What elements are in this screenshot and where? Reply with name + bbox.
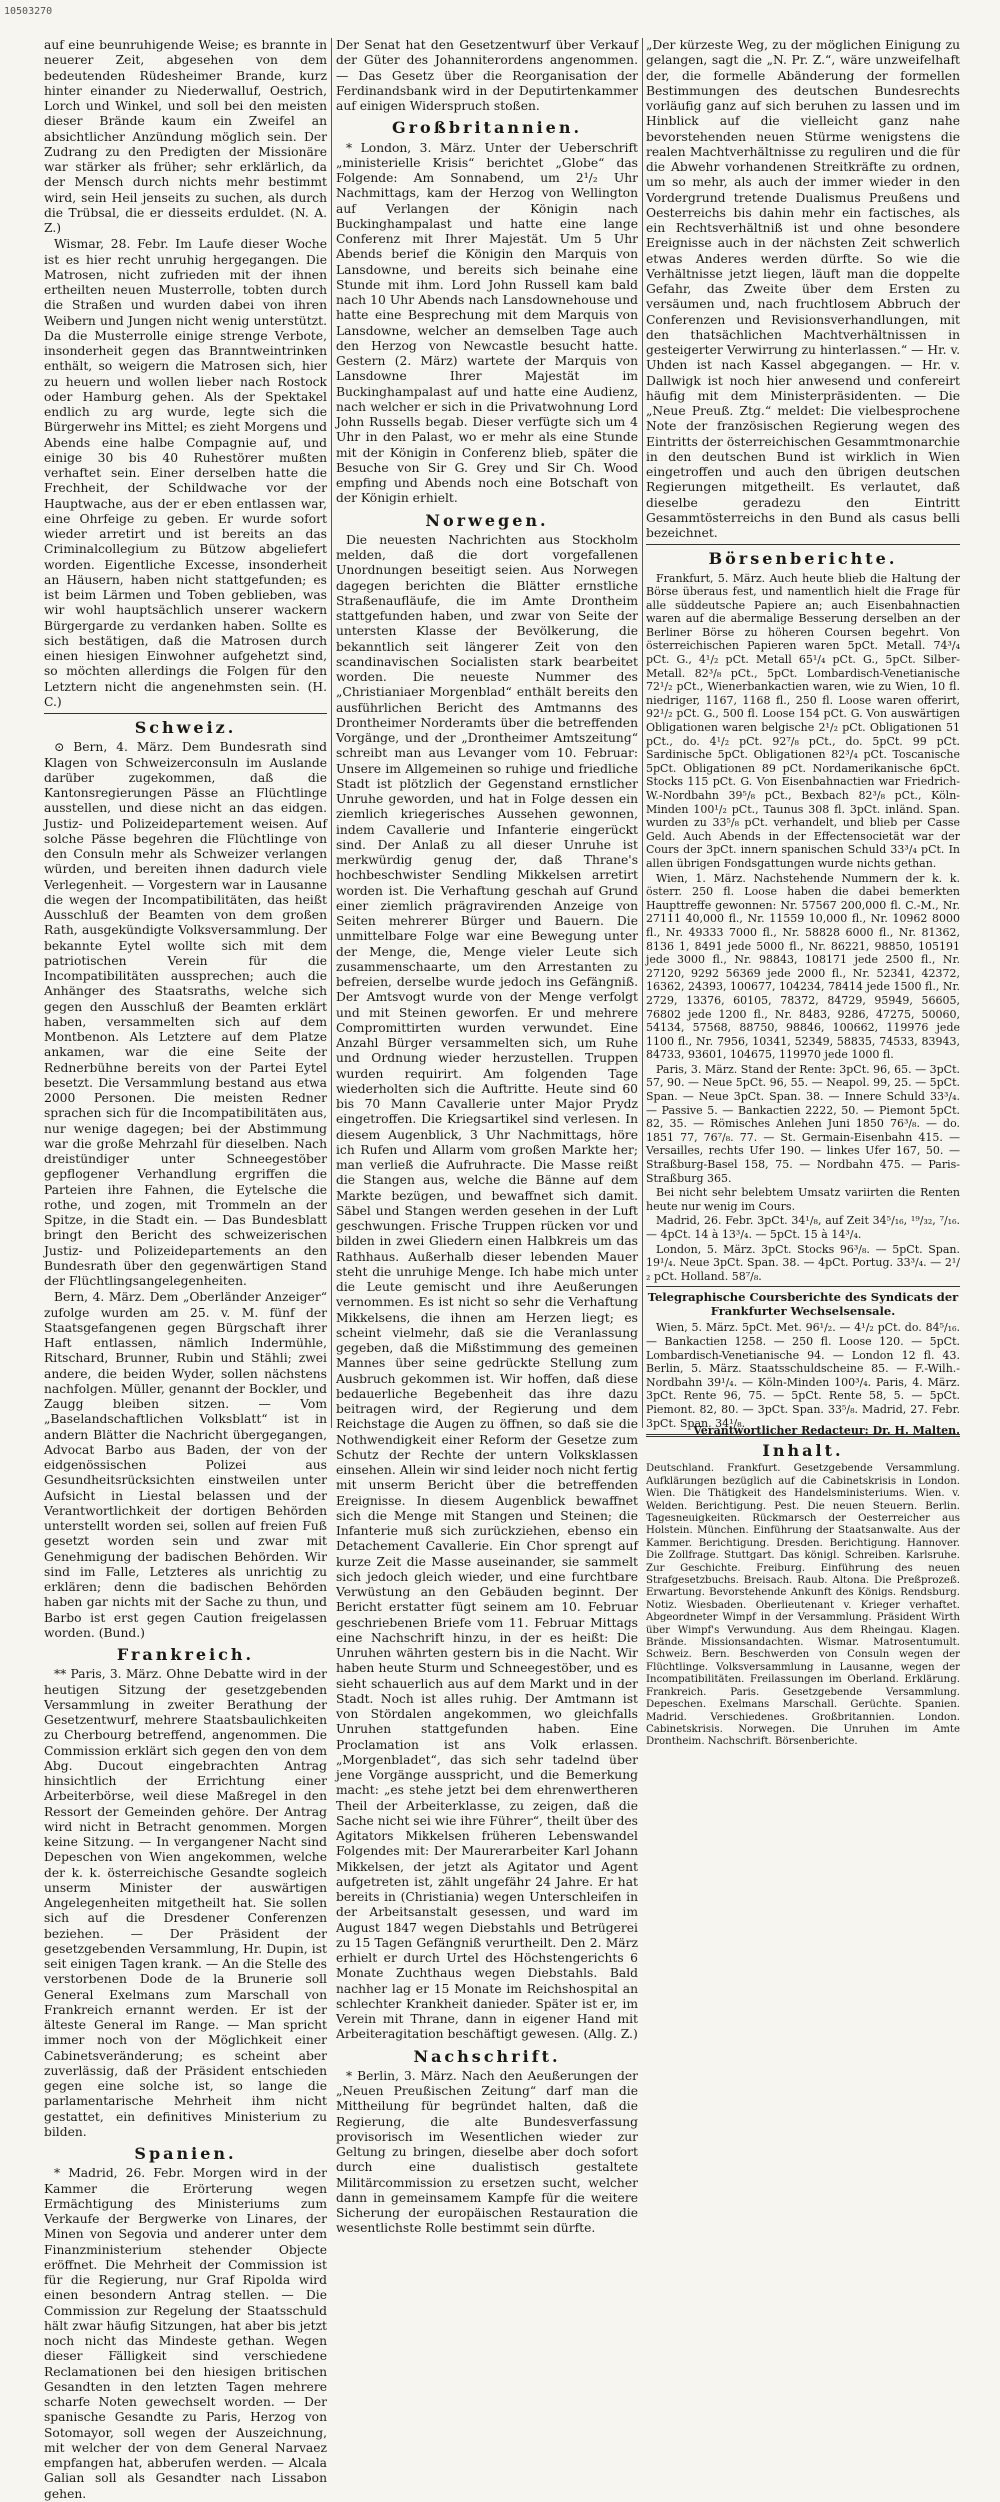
section-heading-nachschrift: Nachschrift. [413, 2046, 561, 2066]
page-id: 10503270 [4, 6, 53, 17]
article-text: Der Senat hat den Gesetzentwurf über Verkauf der Güter des Johanniterordens angenommen. — Das Gesetz über die Reorganisation der Ferdinandsbank wird in der Deputirtenkammer auf einigen Widerspruch stoßen. [336, 38, 638, 113]
section-heading-spanien: Spanien. [134, 2144, 237, 2163]
column-2 [336, 38, 638, 2236]
divider [646, 1286, 960, 1287]
article-madrid: * Madrid, 26. Febr. Morgen wird in der Kammer die Erörterung wegen Ermächtigung des Ministeriums zum Verkaufe der Bergwerke von Linares, der Minen von Segovia und anderer unter dem Finanzministerium stehender Objecte eröffnet. Die Mehrheit der Commission ist für die Regierung, nur Graf Ripolda wird einen besondern Antrag stellen. — Die Commission zur Regelung der Staatsschuld hält zwar häufig Sitzungen, hat aber bis jetzt noch nicht das Mindeste gethan. Wegen dieser Fälligkeit sind verschiedene Reclamationen bei den hiesigen britischen Gesandten in den letzten Tagen mehrere scharfe Noten gewechselt worden. — Der spanische Gesandte zu Paris, Herzog von Sotomayor, soll wegen der Auszeichnung, mit welcher der von dem General Narvaez empfangen hat, abberufen werden. — Alcala Galian soll als Gesandter nach Lissabon gehen. [44, 2166, 327, 2501]
article-bern-1: ⊙ Bern, 4. März. Dem Bundesrath sind Klagen von Schweizerconsuln im Auslande darüber zugekommen, daß die Kantonsregierungen Pässe an Flüchtlinge ausstellen, und diese nicht an das eidgen. Justiz- und Polizeidepartement weisen. Auf solche Pässe begehren die Flüchtlinge von den Consuln mehr als Schweizer verlangen würden, und bereiten ihnen dadurch viele Verlegenheit. — Vorgestern war in Lausanne die wegen der Incompatibilitäten, das heißt Ausschluß der Beamten von dem großen Rath, ausgekündigte Volksversammlung. Der bekannte Eytel wollte sich mit dem patriotischen Verein für die Incompatibilitäten aussprechen; auch die Anhänger des Staatsraths, welche sich gegen den Ausschluß der Beamten erklärt haben, versammelten sich auf dem Montbenon. Als Letztere auf dem Platze ankamen, war die eine Seite der Rednerbühne bereits von der Partei Eytel besetzt. Die Versammlung bestand aus etwa 2000 Personen. Die meisten Redner sprachen sich für die Incompatibilitäten aus, nur wenige dagegen; bei der Abstimmung war die große Mehrzahl für dieselben. Nach dreistündiger unter Schneegestöber gepflogener Verhandlung ergriffen die Parteien ihre Fahnen, die Eytelsche die rothe, und zogen, mit Trommeln an der Spitze, in die Stadt ein. — Das Bundesblatt bringt den Bericht des schweizerischen Justiz- und Polizeidepartements an den Bundesrath über den gegenwärtigen Stand der Flüchtlingsangelegenheiten. [44, 740, 327, 1288]
divider [646, 544, 960, 545]
article-text: „Der kürzeste Weg, zu der möglichen Einigung zu gelangen, sagt die „N. Pr. Z.“, wäre unzweifelhaft der, die formelle Abänderung der formellen Bestimmungen des deutschen Bundesrechts vorläufig ganz auf sich beruhen zu lassen und im Hinblick auf die vielleicht ganz nahe bevorstehenden neuen Stürme wenigstens die realen Machtverhältnisse zu reguliren und die für die Abwehr vorhandenen Streitkräfte zu ordnen, um so mehr, als auch der immer wieder in den Vordergrund tretende Dualismus Preußens und Oesterreichs bis dahin mehr ein factisches, als ein Rechtsverhältniß ist und ohne besondere Ereignisse auch in der nächsten Zeit schwerlich etwas Anderes werden dürfte. So wie die Verhältnisse jetzt liegen, läuft man die doppelte Gefahr, das Zweite über dem Ersten zu versäumen und, nach fruchtlosem Abbruch der Conferenzen und Revisionsverhandlungen, mit den thatsächlichen Machtverhältnissen in gesteigerter Verwirrung zu hinterlassen.“ — Hr. v. Uhden ist nach Kassel abgegangen. — Hr. v. Dallwigk ist noch hier anwesend und confereirt häufig mit dem Ministerpräsidenten. — Die „Neue Preuß. Ztg.“ meldet: Die vielbesprochene Note der französischen Regierung wegen des Eintritts der österreichischen Gesammtmonarchie in den deutschen Bund ist wirklich in Wien eingetroffen und auch den übrigen deutschen Regierungen mitgetheilt. Es verlautet, daß dieselbe geradezu den Eintritt Gesammtösterreichs in den Bund als casus belli bezeichnet. [646, 38, 960, 540]
section-heading-grossbritannien: Großbritannien. [391, 118, 583, 138]
editor-credit: Verantwortlicher Redacteur: Dr. H. Malten. [693, 1424, 960, 1437]
section-heading-frankreich: Frankreich. [116, 1645, 255, 1664]
section-heading-norwegen: Norwegen. [425, 510, 549, 530]
table-of-contents: Deutschland. Frankfurt. Gesetzgebende Versammlung. Aufklärungen bezüglich auf die Cabinetskrisis in London. Wien. Die Thätigkeit des Handelsministeriums. Wien. v. Welden. Berichtigung. Pest. Die neuen Steuern. Berlin. Tagesneuigkeiten. Rückmarsch der Oesterreicher aus Holstein. München. Einführung der Staatsanwalte. Aus der Kammer. Berichtigung. Dresden. Berichtigung. Hannover. Die Zollfrage. Stuttgart. Das königl. Schreiben. Karlsruhe. Zur Geschichte. Freiburg. Einführung des neuen Strafgesetzbuchs. Breisach. Raub. Altona. Die Preßprozeß. Erwartung. Bevorstehende Ankunft des Königs. Rendsburg. Notiz. Wiesbaden. Oberlieutenant v. Krieger verhaftet. Abgeordneter Wimpf in der Versammlung. Präsident Wirth über Wimpf's Verwundung. Aus dem Rheingau. Klagen. Brände. Missionsandachten. Wismar. Matrosentumult. Schweiz. Bern. Beschwerden von Consuln wegen der Flüchtlinge. Volksversammlung in Lausanne, wegen der Incompatibilitäten. Freilassungen im Oberland. Erklärung. Frankreich. Paris. Gesetzgebende Versammlung. Depeschen. Exelmans Marschall. Gerüchte. Spanien. Madrid. Verschiedenes. Großbritannien. London. Cabinetskrisis. Norwegen. Die Unruhen im Amte Drontheim. Nachschrift. Börsenberichte. [646, 1463, 960, 1748]
article-berlin: * Berlin, 3. März. Nach den Aeußerungen der „Neuen Preußischen Zeitung“ darf man die Mittheilung für begründet halten, daß die Regierung, die alte Bundesverfassung provisorisch im Wesentlichen wieder zur Geltung zu bringen, dieselbe aber doch sofort durch eine dualistisch gestaltete Militärcommission zu ersetzen sucht, welcher dann in gemeinsamem Kampfe für die weitere Sicherung der europäischen Restauration die wesentlichste Rolle bestimmt sein dürfte. [336, 2068, 638, 2236]
article-london: * London, 3. März. Unter der Ueberschrift „ministerielle Krisis“ berichtet „Globe“ das Folgende: Am Sonnabend, um 2¹/₂ Uhr Nachmittags, kam der Herzog von Wellington auf Verlangen der Königin nach Buckinghampalast und hatte eine lange Conferenz mit Ihrer Majestät. Um 5 Uhr Abends berief die Königin den Marquis von Lansdowne, und bereits sich beinahe eine Stunde mit ihm. Lord John Russell kam bald nach 10 Uhr Abends nach Lansdownehouse und hatte eine Besprechung mit dem Marquis von Lansdowne, welcher an demselben Tage auch den Herzog von Newcastle besucht hatte. Gestern (2. März) wartete der Marquis von Lansdowne Ihrer Majestät im Buckinghampalast auf und hatte eine Audienz, nach welcher er sich in die Privatwohnung Lord John Russells begab. Dieser verfügte sich um 4 Uhr in den Palast, wo er mehr als eine Stunde mit der Königin in Conferenz blieb, später die Besuche von Sir G. Grey und Sir Ch. Wood empfing und Abends noch eine Botschaft von der Königin erhielt. [336, 140, 638, 506]
article-bern-2: Bern, 4. März. Dem „Oberländer Anzeiger“ zufolge wurden am 25. v. M. fünf der Staatsgefangenen gegen Bürgschaft ihrer Haft entlassen, nämlich Indermühle, Ritschard, Brunner, Rubin und Stähli; zwei andere, die beiden Wyder, sollen nächstens nachfolgen. Müller, genannt der Bockler, und Zaugg bleiben sitzen. — Vom „Baselandschaftlichen Volksblatt“ ist in andern Blätter die Nachricht übergegangen, Advocat Barbo aus Baden, der von der eidgenössischen Polizei aus Gesundheitsrücksichten einstweilen unter Aufsicht in Liestal belassen und der Verantwortlichkeit der dortigen Behörden unterstellt worden sei, sollen auf freien Fuß gesetzt worden sein und zwar mit Genehmigung der badischen Behörden. Wir sind im Falle, Letzteres als unrichtig zu erklären; denn die badischen Behörden haben gar nichts mit der Sache zu thun, und Barbo ist erst gegen Caution freigelassen worden. (Bund.) [44, 1290, 327, 1640]
article-wismar: Wismar, 28. Febr. Im Laufe dieser Woche ist es hier recht unruhig hergegangen. Die Matrosen, nicht zufrieden mit der ihnen ertheilten neuen Musterrolle, tobten durch die Straßen und wurden dabei von ihren Weibern und Jungen nicht wenig unterstützt. Da die Musterrolle einige strenge Verbote, insonderheit gegen das Branntweintrinken enthält, so weigern die Matrosen sich, hier zu heuern und wollen lieber nach Rostock oder Hamburg gehen. Als der Spektakel endlich zu arg wurde, legte sich die Bürgerwehr ins Mittel; es zieht Morgens und Abends eine halbe Compagnie auf, und einige 30 bis 40 Ruhestörer mußten verhaftet sein. Einer derselben hatte die Frechheit, der Schildwache vor der Hauptwache, aus der er eben entlassen war, eine Ohrfeige zu geben. Er wurde sofort wieder arretirt und ist bereits an das Criminalcollegium zu Bützow abgeliefert worden. Eigentliche Excesse, insonderheit an Häusern, haben nicht stattgefunden; es ist beim Lärmen und Toben geblieben, was wir wohl hauptsächlich unserer wackern Bürgergarde zu verdanken haben. Sollte es sich bestätigen, daß die Matrosen durch einen hiesigen Einwohner aufgehetzt sind, so möchten allerdings die Folgen für den Letztern nicht die angenehmsten sein. (H. C.) [44, 237, 327, 709]
article-text: auf eine beunruhigende Weise; es brannte in neuerer Zeit, abgesehen von dem bedeutenden Rüdesheimer Brande, kurz hinter einander zu Niederwalluf, Oestrich, Lorch und Winkel, und soll bei den meisten dieser Brände kaum ein Zweifel an absichtlicher Anzündung möglich sein. Der Zudrang zu den Predigten der Missionäre war stärker als früher; sehr erklärlich, da der Mensch durch nichts mehr bestimmt wird, sein Heil jenseits zu suchen, als durch die Trübsal, die er diesseits erduldet. (N. A. Z.) [44, 38, 327, 235]
section-heading-schweiz: Schweiz. [134, 718, 237, 737]
article-paris: ** Paris, 3. März. Ohne Debatte wird in der heutigen Sitzung der gesetzgebenden Versammlung in zweiter Berathung der Gesetzentwurf, mehrere Staatsbaulichkeiten zu Cherbourg betreffend, angenommen. Die Commission erklärt sich gegen den von dem Abg. Ducout eingebrachten Antrag hinsichtlich der Errichtung einer Arbeiterbörse, weil diese Maßregel in den Ressort der Gemeinden gehöre. Der Antrag wird nicht in Betracht genommen. Morgen keine Sitzung. — In vergangener Nacht sind Depeschen von Wien angekommen, welche der k. k. österreichische Gesandte sogleich unserm Minister der auswärtigen Angelegenheiten mitgetheilt hat. Sie sollen sich auf die Dresdener Conferenzen beziehen. — Der Präsident der gesetzgebenden Versammlung, Hr. Dupin, ist seit einigen Tagen krank. — An die Stelle des verstorbenen Dode de la Brunerie soll General Exelmans zum Marschall von Frankreich ernannt werden. Er ist der älteste General im Range. — Man spricht immer noch von der Möglichkeit einer Cabinetsveränderung; es scheint aber zuverlässig, daß der Präsident entschieden gegen eine solche ist, so lange die parlamentarische Mehrheit ihm nicht gestattet, ein definitives Ministerium zu bilden. [44, 1667, 327, 2139]
article-norwegen: Die neuesten Nachrichten aus Stockholm melden, daß die dort vorgefallenen Unordnungen beseitigt seien. Aus Norwegen dagegen berichten die Blätter ernstliche Straßenaufläufe, die im Amte Drontheim stattgefunden haben, und zwar von Seite der untersten Klasse der Bevölkerung, die bekanntlich seit längerer Zeit von den scandinavischen Socialisten stark bearbeitet worden. Die neueste Nummer des „Christianiaer Morgenblad“ enthält bereits den ausführlichen Bericht des Amtmanns des Drontheimer Norderamts über die betreffenden Vorgänge, und der „Drontheimer Amtszeitung“ schreibt man aus Levanger vom 10. Februar: Unsere im Allgemeinen so ruhige und friedliche Stadt ist plötzlich der Gegenstand ernstlicher Unruhe geworden, und hat in Folge dessen ein ziemlich kriegerisches Aussehen gewonnen, indem Cavallerie und Infanterie eingerückt sind. Der Anlaß zu all dieser Unruhe ist merkwürdig genug der, daß Thrane's hochbeschwister Sendling Mikkelsen arretirt worden ist. Die Verhaftung geschah auf Grund einer ziemlich prägravirenden Anzeige von Seiten mehrerer Bürger und Bauern. Die unmittelbare Folge war eine Bewegung unter der Menge, die, Menge vieler Leute sich zusammenschaarte, um den Arrestanten zu befreien, derselbe wurde jedoch ins Gefängniß. Der Amtsvogt wurde von der Menge verfolgt und mit Steinen geworfen. Er und mehrere Compromittirten wurden verwundet. Eine Anzahl Bürger versammelten sich, um Ruhe und Ordnung wieder herzustellen. Truppen wurden requirirt. Am folgenden Tage wiederholten sich die Auftritte. Heute sind 60 bis 70 Mann Cavallerie unter Major Prydz eingetroffen. Die Kriegsartikel sind verlesen. In diesem Augenblick, 3 Uhr Nachmittags, höre ich Rufen und Allarm vom großen Markte her; man verließ die Aufruhracte. Die Masse reißt die Stangen aus, welche die Bänne auf dem Markte bezügen, und bewaffnet sich damit. Säbel und Stangen werden gesehen in der Luft geschwungen. Frische Truppen rücken vor und bilden in zwei Gliedern einen Halbkreis um das Rathhaus. Außerhalb dieser lebenden Mauer steht die unruhige Menge. Ich habe mich unter die Leute gemischt und ihre Aeußerungen vernommen. Es ist nicht so sehr die Verhaftung Mikkelsens, die ihnen am Herzen liegt; es scheint vielmehr, daß sie die Veranlassung gegeben, daß die Mißstimmung des gemeinen Mannes über seine gedrückte Stellung zum Ausbruch gekommen ist. Wir hoffen, daß diese bedauerliche Begebenheit das ihre dazu beitragen wird, der Regierung und dem Reichstage die Augen zu öffnen, so daß sie die Nothwendigkeit einer Reform der Gesetze zum Schutz der Rechte der untern Volksklassen einsehen. Allein wir sind leider noch nicht fertig mit unserm Bericht über die betreffenden Ereignisse. In diesem Augenblick bewaffnet sich die Menge mit Stangen und Steinen; die Infanterie muß sich zurückziehen, ebenso ein Detachement Cavallerie. Ein Chor sprengt auf kurze Zeit die Masse auseinander, sie sammelt sich jedoch gleich wieder, und eine furchtbare Verwüstung an den Gebäuden beginnt. Der Bericht erstatter fügt seinem am 10. Februar geschriebenen Briefe vom 11. Februar Mittags eine Nachschrift hinzu, in der es heißt: Die Unruhen währten gestern bis in die Nacht. Wir haben heute Sturm und Schneegestöber, und es sieht schauerlich aus auf dem Markt und in der Stadt. Noch ist alles ruhig. Der Amtmann ist von Stördalen angekommen, wo gleichfalls Unruhen stattgefunden haben. Eine Proclamation ist ans Volk erlassen. „Morgenbladet“, das sich sehr tadelnd über jene Vorgänge ausspricht, und die Bemerkung macht: „es stehe jetzt bei dem ehrenwertheren Theil der Arbeiterklasse, zu zeigen, daß die Sache nicht sei wie ihre Führer“, theilt über des Agitators Mikkelsen früheren Lebenswandel Folgendes mit: Der Maurerarbeiter Karl Johann Mikkelsen, der jetzt als Agitator und Agent aufgetreten ist, zählt ungefähr 24 Jahre. Er hat bereits in (Christiania) wegen Unterschleifen in der Arbeitsanstalt gesessen, und ward im August 1847 wegen Diebstahls und Betrügerei zu 15 Tagen Gefängniß verurtheilt. Den 2. März erhielt er durch Urtel des Höchstengerichts 6 Monate Zuchthaus wegen Diebstahls. Bald nachher lag er 15 Monate im Reichshospital an schlechter Krankheit danieder. Später ist er, im Verein mit Thrane, dann in eigener Hand mit Arbeiteragitation beschäftigt gewesen. (Allg. Z.) [336, 532, 638, 2042]
market-note: Bei nicht sehr belebtem Umsatz variirten die Renten heute nur wenig im Cours. [646, 1186, 960, 1213]
telegraph-courses: Wien, 5. März. 5pCt. Met. 96¹/₂. — 4¹/₂ pCt. do. 84⁵/₁₆. — Bankactien 1258. — 250 fl. Loose 120. — 5pCt. Lombardisch-Venetianische 94. — London 12 fl. 43. Berlin, 5. März. Staatsschuldscheine 85. — F.-Wilh.-Nordbahn 39¹/₄. — Köln-Minden 100³/₄. Paris, 4. März. 3pCt. Rente 96, 75. — 5pCt. Rente 58, 5. — 5pCt. Piemont. 82, 80. — 3pCt. Span. 33⁵/₈. Madrid, 27. Febr. 3pCt. Span. 34¹/₈. [646, 1321, 960, 1430]
market-report-frankfurt: Frankfurt, 5. März. Auch heute blieb die Haltung der Börse überaus fest, und namentlich hielt die Frage für alle süddeutsche Papiere an; auch Eisenbahnactien waren auf die abermalige Besserung derselben an der Berliner Börse zu höheren Coursen begehrt. Von österreichischen Papieren waren 5pCt. Metall. 74³/₄ pCt. G., 4¹/₂ pCt. Metall 65¹/₄ pCt. G., 5pCt. Silber-Metall. 82³/₈ pCt., 5pCt. Lombardisch-Venetianische 72¹/₂ pCt., Wienerbankactien waren, wie zu Wien, 10 fl. niedriger, 1167, 1168 fl., 250 fl. Loose waren offerirt, 92¹/₂ pCt. G., 500 fl. Loose 154 pCt. G. Von auswärtigen Obligationen waren belgische 2¹/₂ pCt. Obligationen 51 pCt., do. 4¹/₂ pCt. 92⁷/₈ pCt., do. 5pCt. 99 pCt. Sardinische 5pCt. Obligationen 82³/₄ pCt. Toscanische 5pCt. Obligationen 89 pCt. Nordamerikanische 6pCt. Stocks 115 pCt. G. Von Eisenbahnactien war Friedrich-W.-Nordbahn 39⁵/₈ pCt., Bexbach 82³/₈ pCt., Köln-Minden 100¹/₂ pCt., Taunus 308 fl. 3pCt. inländ. Span. wurden zu 33⁵/₈ pCt. verhandelt, und blieb per Casse Geld. Auch Abends in der Effectensocietät war der Cours der 3pCt. innern spanischen Schuld 33³/₄ pCt. In allen übrigen Fondsgattungen wurde nichts gethan. [646, 571, 960, 870]
column-rule [642, 38, 643, 1428]
market-report-madrid: Madrid, 26. Febr. 3pCt. 34¹/₈, auf Zeit 34⁵/₁₆, ¹⁹/₃₂, ⁷/₁₆. — 4pCt. 14 à 13³/₄. — 5pCt. 15 à 14³/₄. [646, 1214, 960, 1241]
divider [44, 713, 327, 714]
telegraph-heading: Telegraphische Coursberichte des Syndicats der Frankfurter Wechselsensale. [647, 1290, 959, 1319]
column-1 [44, 38, 327, 2501]
market-report-wien: Wien, 1. März. Nachstehende Nummern der k. k. österr. 250 fl. Loose haben die dabei bemerkten Haupttreffe gewonnen: Nr. 57567 200,000 fl. C.-M., Nr. 27111 40,000 fl., Nr. 11559 10,000 fl., Nr. 10962 8000 fl., Nr. 49333 7000 fl., Nr. 58828 6000 fl., Nr. 81362, 8136 1, 8491 jede 5000 fl., Nr. 86221, 98850, 105191 jede 3000 fl., Nr. 98843, 108171 jede 2500 fl., Nr. 27120, 9292 56369 jede 2000 fl., Nr. 52341, 42372, 16362, 24393, 100677, 104234, 78414 jede 1500 fl., Nr. 2729, 13376, 60105, 78372, 84729, 95949, 56605, 76802 jede 1200 fl., Nr. 8483, 9286, 47275, 50060, 54134, 57568, 88750, 98846, 100662, 119976 jede 1100 fl., Nr. 7956, 10341, 52349, 58835, 74533, 83943, 84733, 93601, 104675, 119970 jede 1000 fl. [646, 871, 960, 1062]
section-heading-boersenberichte: Börsenberichte. [708, 549, 898, 569]
column-rule [331, 38, 332, 1428]
section-heading-inhalt: Inhalt. [762, 1441, 844, 1461]
market-report-paris: Paris, 3. März. Stand der Rente: 3pCt. 96, 65. — 3pCt. 57, 90. — Neue 5pCt. 96, 55. — Neapol. 99, 25. — 5pCt. Span. — Neue 3pCt. Span. 38. — Innere Schuld 33³/₄. — Passive 5. — Bankactien 2222, 50. — Piemont 5pCt. 82, 35. — Römisches Anlehen Juni 1850 76³/₈. — do. 1851 77, 76⁷/₈. 77. — St. Germain-Eisenbahn 415. — Versailles, rechts Ufer 190. — linkes Ufer 167, 50. — Straßburg-Basel 158, 75. — Nordbahn 475. — Paris-Straßburg 365. [646, 1062, 960, 1185]
market-report-london: London, 5. März. 3pCt. Stocks 96³/₈. — 5pCt. Span. 19¹/₄. Neue 3pCt. Span. 38. — 4pCt. Portug. 33³/₄. — 2¹/₂ pCt. Holland. 58⁷/₈. [646, 1242, 960, 1283]
